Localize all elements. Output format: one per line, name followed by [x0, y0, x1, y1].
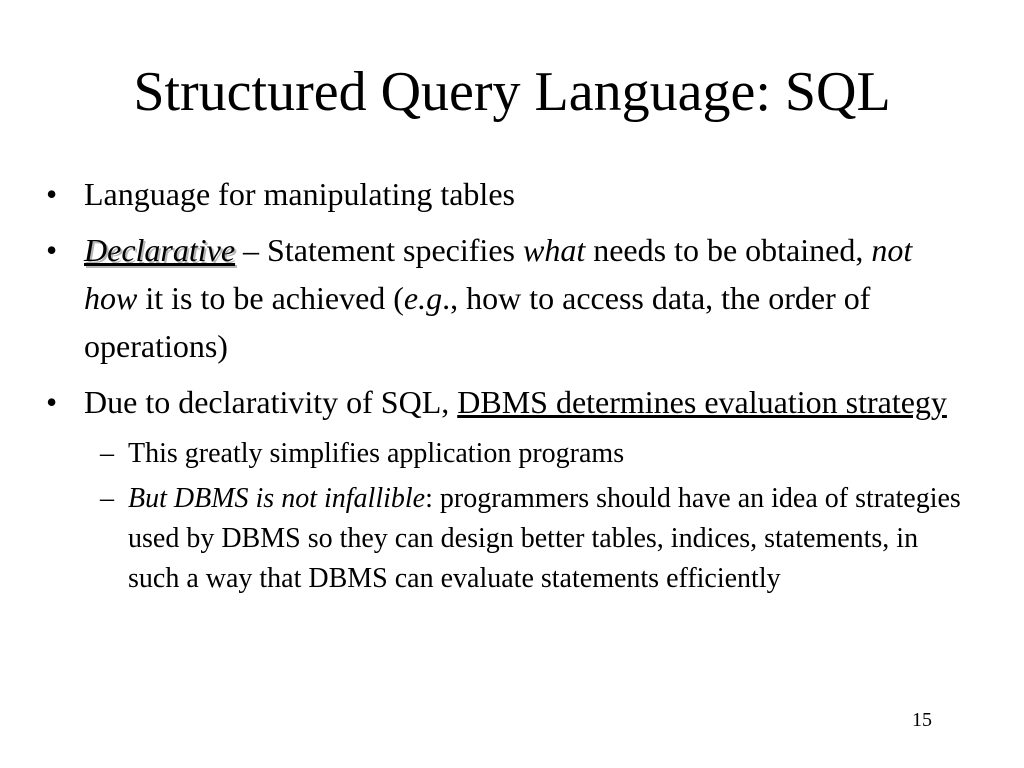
bullet-item-declarative — [46, 226, 966, 370]
sub-bullet-infallible — [84, 479, 966, 599]
emphasis-what: what — [522, 232, 586, 268]
emphasis-not-how: not how — [84, 232, 913, 316]
slide-title: Structured Query Language: SQL — [133, 61, 891, 123]
underlined-phrase: DBMS determines evaluation strategy — [457, 384, 947, 420]
sub-bullet-marker: – — [100, 438, 114, 469]
bullet-text-part: – Statement specifies — [235, 232, 523, 268]
sub-bullet-simplifies — [84, 434, 966, 474]
bullet-item-dbms — [46, 378, 966, 426]
bullet-list — [46, 170, 966, 604]
bullet-marker: • — [46, 176, 58, 212]
bullet-text-part: ., how to access data, the order of operations) — [84, 280, 871, 364]
sub-bullet-text: : programmers should have an idea of strategies used by DBMS so they can design better tables, indices, statements, in such a way that DBMS can evaluate statements efficiently — [128, 483, 961, 594]
page-number: 15 — [912, 709, 932, 731]
bullet-item-language — [46, 170, 966, 218]
sub-bullet-text: This greatly simplifies application programs — [128, 438, 625, 469]
bullet-marker: • — [46, 384, 58, 420]
bullet-text-part: needs to be obtained, — [585, 232, 872, 268]
bullet-text-part: it is to be achieved ( — [137, 280, 404, 316]
bullet-text: Language for manipulating tables — [84, 176, 515, 212]
declarative-term: Declarative — [84, 232, 236, 268]
sub-bullet-italic: But DBMS is not infallible — [128, 483, 426, 514]
bullet-text-part: Due to declarativity of SQL, — [84, 384, 458, 420]
sub-bullet-marker: – — [100, 483, 114, 514]
bullet-marker: • — [46, 232, 58, 268]
emphasis-eg: e.g — [403, 280, 443, 316]
